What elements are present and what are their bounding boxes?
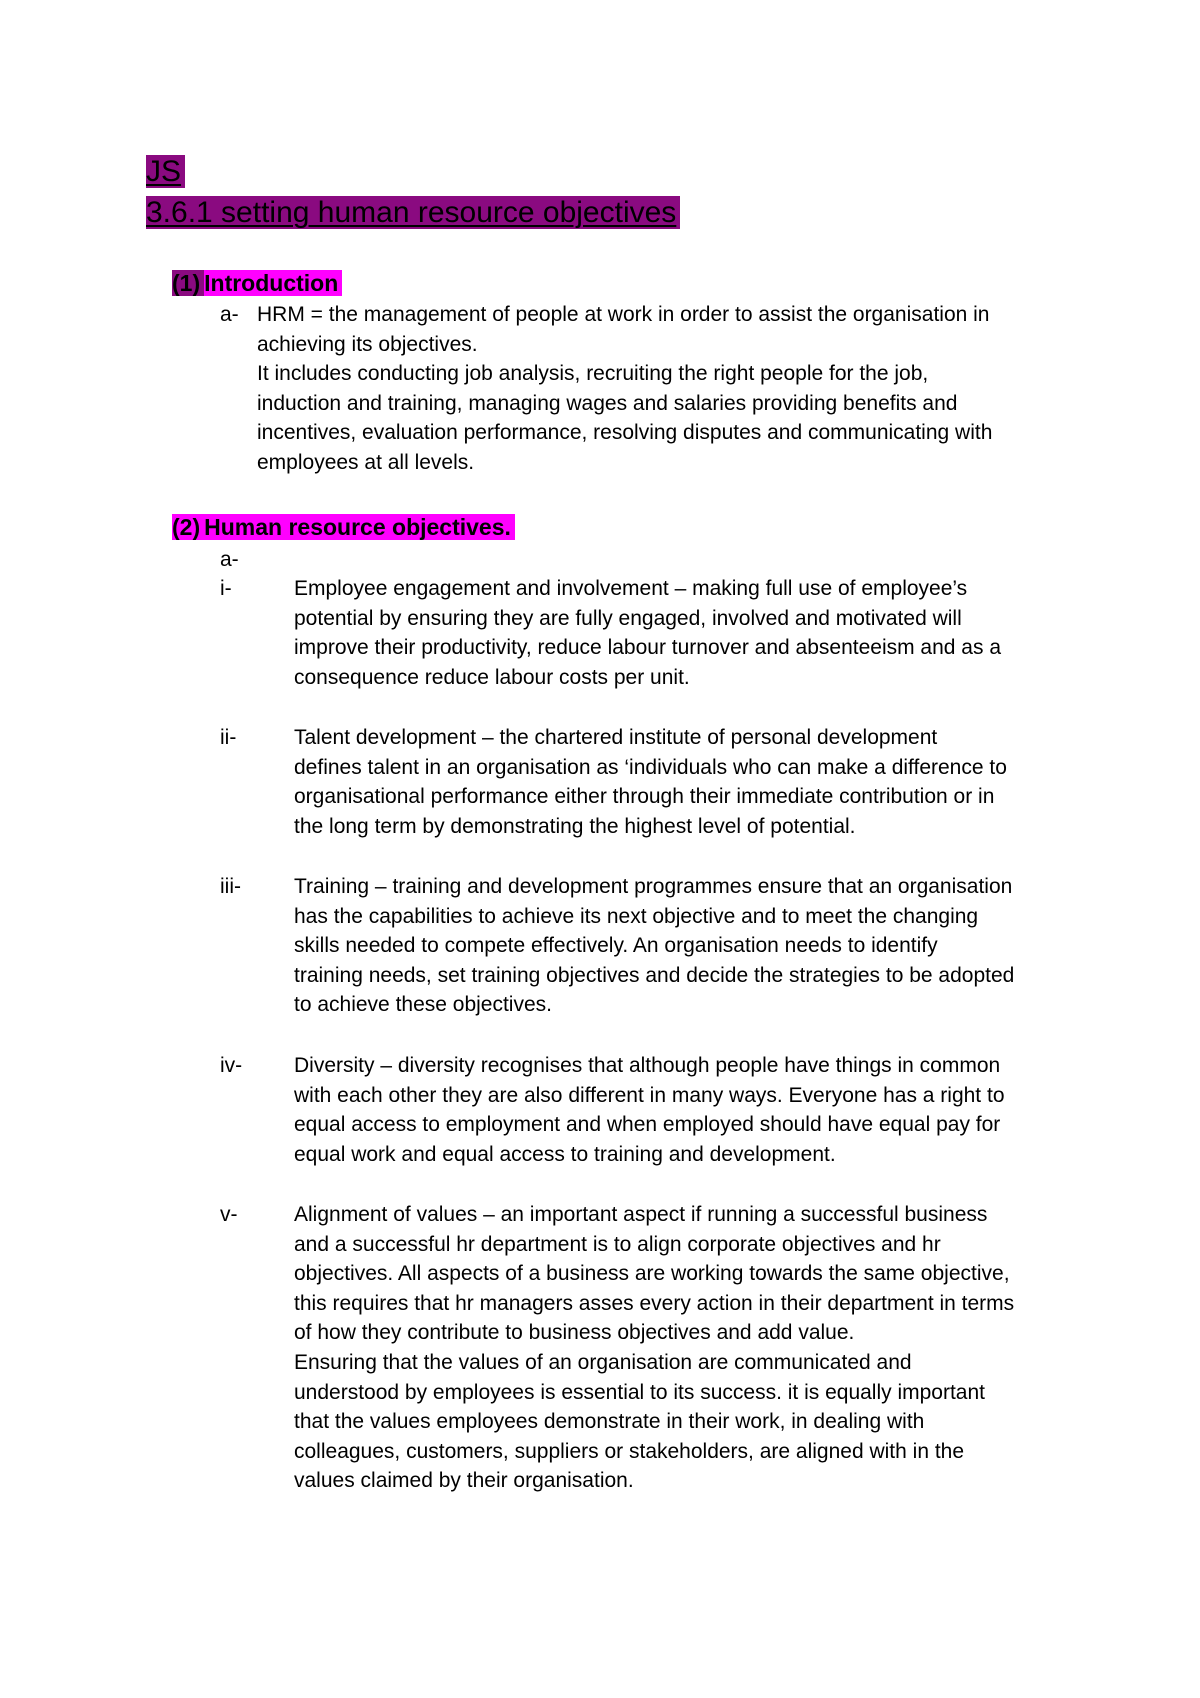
section-label: Introduction — [204, 270, 342, 296]
section-heading-introduction — [172, 268, 342, 298]
objective-training: Training – training and development programmes ensure that an organisation has the capabilities to achieve its next objective and to meet the changing skills needed to compete effectively. An organisation needs to identify training needs, set training objectives and decide the strategies to be adopted to achieve these objectives. — [294, 875, 1015, 1017]
list-marker: iv- — [220, 1054, 243, 1077]
section-number: (1) — [172, 270, 204, 296]
intro-paragraph: HRM = the management of people at work in order to assist the organisation in achieving its objectives. It includes conducting job analysis, recruiting the right people for the job, induction and training, managing wages and salaries providing benefits and incentives, evaluation performance, resolving disputes and communicating with employees at all levels. — [257, 303, 993, 474]
document-title: 3.6.1 setting human resource objectives — [146, 193, 680, 233]
section-label: Human resource objectives. — [204, 514, 515, 540]
list-marker: ii- — [220, 726, 237, 749]
objective-alignment-of-values: Alignment of values – an important aspect if running a successful business and a successful hr department is to align corporate objectives and hr objectives. All aspects of a business are working towards the same objective, this requires that hr managers asses every action in their department in terms of how they contribute to business objectives and add value. Ensuring that the values of an organisation are communicated and understood by employees is essential to its success. it is equally important that the values employees demonstrate in their work, in dealing with colleagues, customers, suppliers or stakeholders, are aligned with in the values claimed by their organisation. — [294, 1203, 1015, 1493]
list-marker: i- — [220, 577, 232, 600]
author-initials: JS — [146, 152, 185, 192]
objective-diversity: Diversity – diversity recognises that although people have things in common with each other they are also different in many ways. Everyone has a right to equal access to employment and when employed should have equal pay for equal work and equal access to training and development. — [294, 1054, 1005, 1166]
list-marker: iii- — [220, 875, 241, 898]
section-number: (2) — [172, 514, 204, 540]
list-marker: v- — [220, 1203, 238, 1226]
objective-talent-development: Talent development – the chartered institute of personal development defines talent in an organisation as ‘individuals who can make a difference to organisational performance either through their immediate contribution or in the long term by demonstrating the highest level of potential. — [294, 726, 1007, 838]
list-marker: a- — [220, 548, 239, 571]
list-marker: a- — [220, 303, 239, 326]
section-heading-objectives — [172, 512, 515, 542]
objective-employee-engagement: Employee engagement and involvement – making full use of employee’s potential by ensuring they are fully engaged, involved and motivated will improve their productivity, reduce labour turnover and absenteeism and as a consequence reduce labour costs per unit. — [294, 577, 1001, 689]
